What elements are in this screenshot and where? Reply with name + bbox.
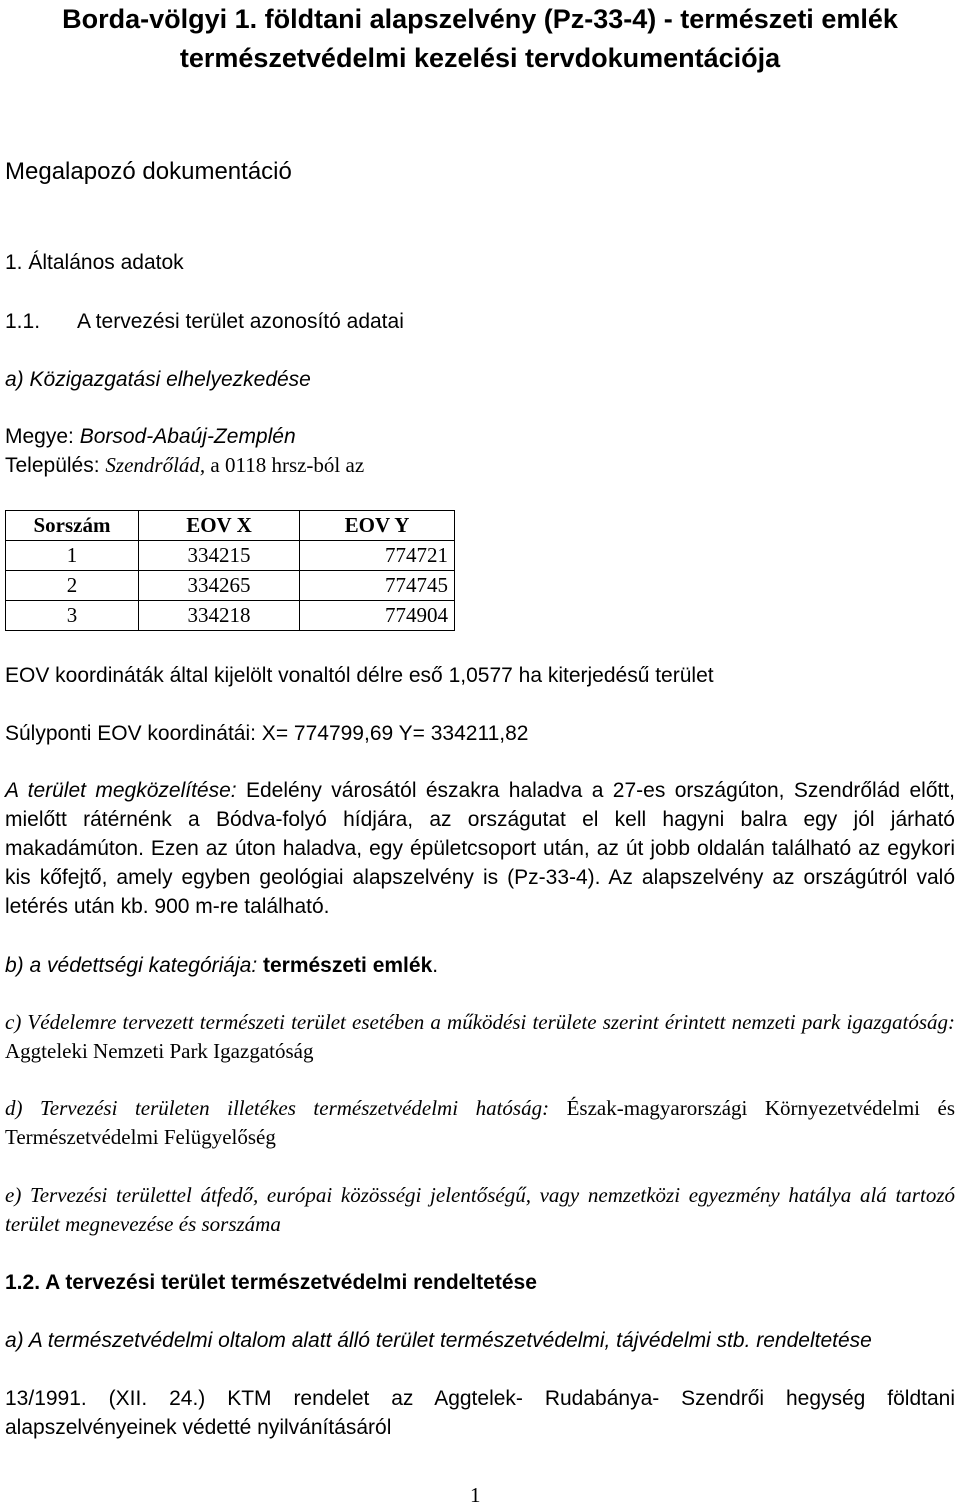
protection-category [5,955,438,976]
protection-category-value: természeti emlék [257,954,433,977]
county-value: Borsod-Abaúj-Zemplén [79,425,296,448]
settlement-rest: a 0118 hrsz-ból az [205,453,365,477]
table-cell: 334265 [139,571,300,601]
park-directorate-paragraph [5,1008,955,1066]
document-title [5,0,955,78]
title-line-1: Borda-völgyi 1. földtani alapszelvény (Pz-33-4) - természeti emlék [62,4,898,34]
approach-text: Edelény városától északra haladva a 27-es országúton, Szendrőlád előtt, mielőtt rátérnénk a Bódva-folyó hídjára, az országutat el kell hagyni balra egy jól járható makadámúton. Ezen az úton haladva, egy épületcsoport után, az út jobb oldalán található az egykori kis kőfejtő, amely egyben geológiai alapszelvény is (Pz-33-4). Az alapszelvény az országútról való letérés után kb. 900 m-re található. [5,779,955,918]
county-line [5,426,296,447]
section-1-2-title: A tervezési terület természetvédelmi rendeltetése [45,1271,537,1294]
admin-location-heading: a) Közigazgatási elhelyezkedése [5,368,311,391]
table-header: EOV X [139,511,300,541]
settlement-value: Szendrőlád, [105,453,206,477]
table-cell: 774745 [300,571,455,601]
section-1-number: 1. [5,251,23,274]
county-label: Megye: [5,425,80,448]
approach-label: A terület megközelítése: [5,779,237,802]
section-1-1-number: 1.1. [5,310,41,333]
table-header: Sorszám [6,511,139,541]
table-cell: 774904 [300,601,455,631]
section-1-title: Általános adatok [28,251,184,274]
table-cell: 3 [6,601,139,631]
section-1-heading [5,252,184,273]
coordinates-table [5,510,455,631]
settlement-line [5,455,364,476]
table-header: EOV Y [300,511,455,541]
table-cell: 774721 [300,541,455,571]
authority-paragraph [5,1094,955,1152]
settlement-label: Település: [5,454,106,477]
table-cell: 1 [6,541,139,571]
table-cell: 334218 [139,601,300,631]
page-number: 1 [470,1483,481,1507]
table-cell: 2 [6,571,139,601]
decree-paragraph: 13/1991. (XII. 24.) KTM rendelet az Aggtelek- Rudabánya- Szendrői hegység földtani alapszelvényeinek védetté nyilvánításáról [5,1387,955,1439]
authority-value: Észak-magyarországi Környezetvédelmi és Természetvédelmi Felügyelőség [5,1096,956,1149]
subtitle: Megalapozó dokumentáció [5,158,292,185]
overlap-area-paragraph: e) Tervezési területtel átfedő, európai közösségi jelentőségű, vagy nemzetközi egyezmény hatálya alá tartozó terület megnevezése és sorszáma [5,1183,955,1236]
section-1-2-heading [5,1272,537,1293]
table-header-row [6,511,455,541]
protection-category-end: . [432,954,439,977]
park-directorate-label: c) Védelemre tervezett természeti terület esetében a működési területe szerint érintett nemzeti park igazgatóság: [5,1010,955,1034]
park-directorate-value: Aggteleki Nemzeti Park Igazgatóság [5,1039,314,1063]
section-1-2-number: 1.2. [5,1271,41,1294]
protection-category-label: b) a védettségi kategóriája: [5,954,258,977]
approach-paragraph [5,776,955,921]
eov-area-text: EOV koordináták által kijelölt vonaltól délre eső 1,0577 ha kiterjedésű terület [5,664,714,687]
table-row [6,601,455,631]
title-line-2: természetvédelmi kezelési tervdokumentációja [179,43,781,73]
centroid-text: Súlyponti EOV koordinátái: X= 774799,69 Y= 334211,82 [5,722,529,745]
section-1-1-heading [5,311,404,332]
authority-label: d) Tervezési területen illetékes természetvédelmi hatóság: [5,1096,550,1120]
table-row [6,571,455,601]
table-cell: 334215 [139,541,300,571]
table-row [6,541,455,571]
section-1-1-title: A tervezési terület azonosító adatai [77,310,404,333]
designation-purpose-heading: a) A természetvédelmi oltalom alatt álló terület természetvédelmi, tájvédelmi stb. rendeltetése [5,1329,872,1352]
